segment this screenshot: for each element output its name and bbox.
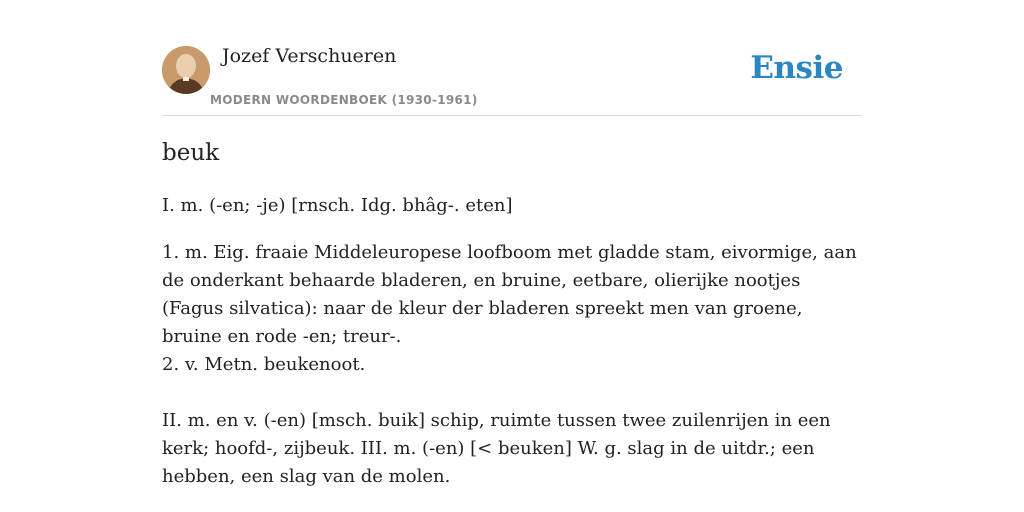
author-avatar[interactable] <box>162 46 210 94</box>
entry-term: beuk <box>162 140 220 166</box>
author-portrait-icon <box>162 46 210 94</box>
page <box>162 0 862 512</box>
header <box>162 0 862 116</box>
source-label[interactable]: MODERN WOORDENBOEK (1930-1961) <box>210 93 478 107</box>
entry-definition-1: 1. m. Eig. fraaie Middeleuropese loofboom met gladde stam, eivormige, aan de onderkant behaarde bladeren, en bruine, eetbare, olierijke nootjes (Fagus silvatica): naar de kleur der bladeren spreekt men van groene, bruine en rode -en; treur-. <box>162 242 857 347</box>
entry-definition-3: II. m. en v. (-en) [msch. buik] schip, ruimte tussen twee zuilenrijen in een kerk; hoofd-, zijbeuk. III. m. (-en) [< beuken] W. g. slag in de uitdr.; een hebben, een slag van de molen. <box>162 410 831 487</box>
ensie-logo[interactable]: Ensie <box>750 50 843 86</box>
entry-body <box>162 192 862 491</box>
entry-etymology: I. m. (-en; -je) [rnsch. Idg. bhâg-. eten] <box>162 195 513 216</box>
entry-definition-2: 2. v. Metn. beukenoot. <box>162 354 366 375</box>
author-name[interactable]: Jozef Verschueren <box>222 45 397 67</box>
